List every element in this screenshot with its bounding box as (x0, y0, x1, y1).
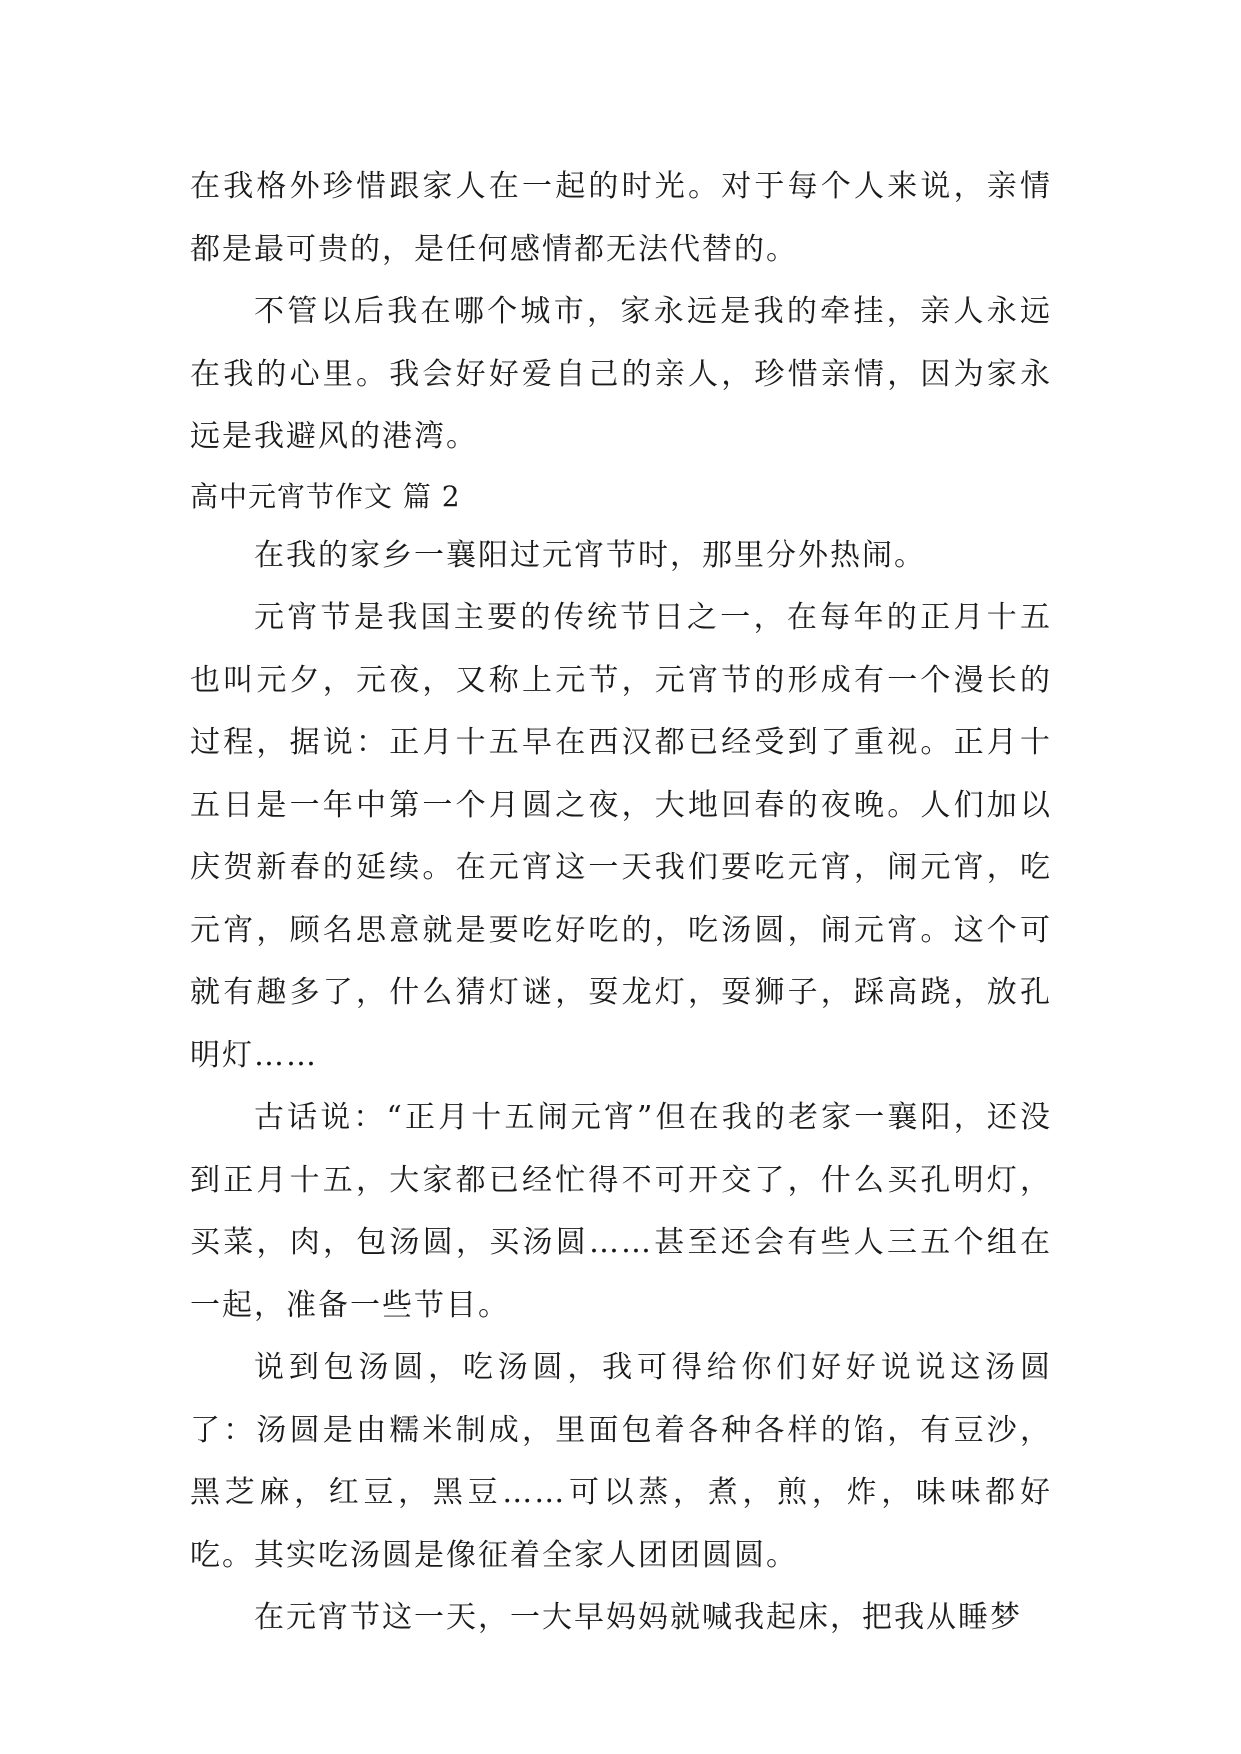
section-title: 高中元宵节作文 篇 2 (190, 479, 461, 513)
paragraph-5: 古话说：“正月十五闹元宵”但在我的老家一襄阳，还没到正月十五，大家都已经忙得不可开交了，什么买孔明灯，买菜，肉，包汤圆，买汤圆……甚至还会有些人三五个组在一起，准备一些节目。 (190, 1100, 1052, 1323)
paragraph-3: 在我的家乡一襄阳过元宵节时，那里分外热闹。 (254, 537, 926, 573)
paragraph-1: 在我格外珍惜跟家人在一起的时光。对于每个人来说，亲情都是最可贵的，是任何感情都无法代替的。 (190, 169, 1052, 267)
paragraph-6: 说到包汤圆，吃汤圆，我可得给你们好好说说这汤圆了：汤圆是由糯米制成，里面包着各种各样的馅，有豆沙，黑芝麻，红豆，黑豆……可以蒸，煮，煎，炸，味味都好吃。其实吃汤圆是像征着全家人团团圆圆。 (190, 1350, 1052, 1573)
paragraph-7: 在元宵节这一天，一大早妈妈就喊我起床，把我从睡梦 (254, 1600, 1022, 1635)
paragraph-4: 元宵节是我国主要的传统节日之一，在每年的正月十五也叫元夕，元夜，又称上元节，元宵节的形成有一个漫长的过程，据说：正月十五早在西汉都已经受到了重视。正月十五日是一年中第一个月圆之夜，大地回春的夜晚。人们加以庆贺新春的延续。在元宵这一天我们要吃元宵，闹元宵，吃元宵，顾名思意就是要吃好吃的，吃汤圆，闹元宵。这个可就有趣多了，什么猜灯谜，耍龙灯，耍狮子，踩高跷，放孔明灯…… (190, 600, 1052, 1073)
paragraph-2: 不管以后我在哪个城市，家永远是我的牵挂，亲人永远在我的心里。我会好好爱自己的亲人，珍惜亲情，因为家永远是我避风的港湾。 (190, 294, 1052, 454)
document-body (190, 156, 1052, 1650)
